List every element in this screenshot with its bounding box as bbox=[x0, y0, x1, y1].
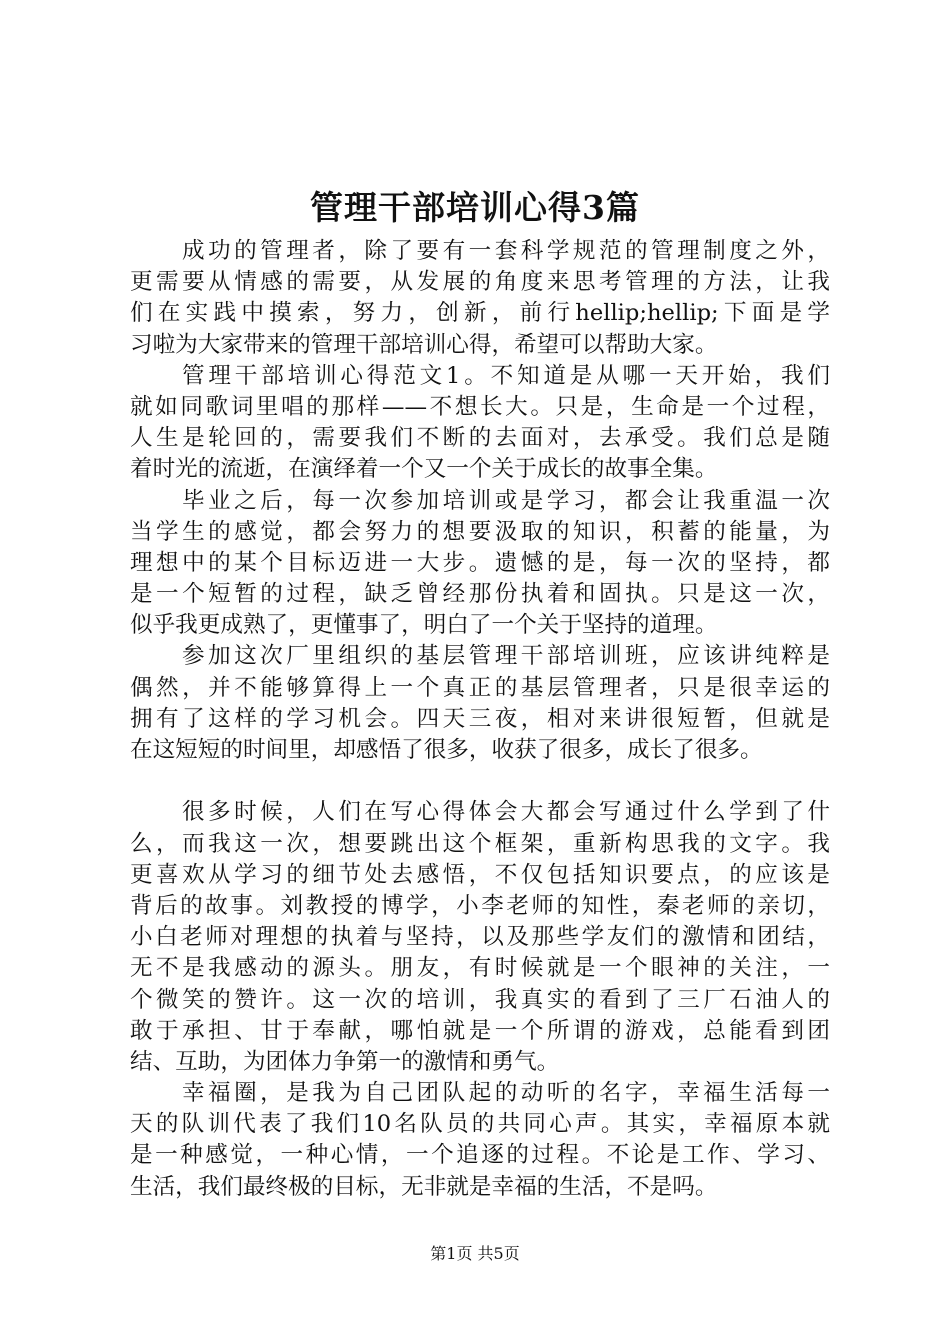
paragraph-1-line-2: 更需要从情感的需要，从发展的角度来思考管理的方法，让我 bbox=[130, 269, 830, 296]
paragraph-5-line-8: 敢于承担、甘于奉献，哪怕就是一个所谓的游戏，总能看到团 bbox=[130, 1017, 830, 1044]
paragraph-1-line-1: 成功的管理者，除了要有一套科学规范的管理制度之外， bbox=[182, 238, 830, 264]
paragraph-5-line-5: 小白老师对理想的执着与坚持，以及那些学友们的激情和团结， bbox=[130, 924, 830, 951]
paragraph-5-line-1: 很多时候，人们在写心得体会大都会写通过什么学到了什 bbox=[182, 799, 830, 826]
page-number-footer: 第1页 共5页 bbox=[430, 1244, 520, 1263]
paragraph-5-line-3: 更喜欢从学习的细节处去感悟，不仅包括知识要点，的应该是 bbox=[130, 861, 830, 888]
paragraph-4-line-3: 拥有了这样的学习机会。四天三夜，相对来讲很短暂，但就是 bbox=[130, 705, 830, 732]
paragraph-4-line-2: 偶然，并不能够算得上一个真正的基层管理者，只是很幸运的 bbox=[130, 674, 830, 701]
paragraph-2-line-3: 人生是轮回的，需要我们不断的去面对，去承受。我们总是随 bbox=[130, 425, 830, 452]
paragraph-2-line-2: 就如同歌词里唱的那样——不想长大。只是，生命是一个过程， bbox=[130, 393, 830, 420]
paragraph-2-line-1: 管理干部培训心得范文1。不知道是从哪一天开始，我们 bbox=[182, 362, 830, 389]
paragraph-6-line-4: 生活，我们最终极的目标，无非就是幸福的生活，不是吗。 bbox=[130, 1173, 718, 1200]
paragraph-3-line-4: 是一个短暂的过程，缺乏曾经那份执着和固执。只是这一次， bbox=[130, 581, 830, 608]
paragraph-2-line-4: 着时光的流逝，在演绎着一个又一个关于成长的故事全集。 bbox=[130, 456, 718, 483]
document-title: 管理干部培训心得3篇 bbox=[310, 188, 640, 227]
paragraph-6-line-1: 幸福圈，是我为自己团队起的动听的名字，幸福生活每一 bbox=[182, 1080, 830, 1107]
paragraph-3-line-1: 毕业之后，每一次参加培训或是学习，都会让我重温一次 bbox=[182, 487, 830, 514]
paragraph-4-line-4: 在这短短的时间里，却感悟了很多，收获了很多，成长了很多。 bbox=[130, 737, 763, 763]
paragraph-3-line-2: 当学生的感觉，都会努力的想要汲取的知识，积蓄的能量，为 bbox=[130, 518, 830, 545]
paragraph-6-line-2: 天的队训代表了我们10名队员的共同心声。其实，幸福原本就 bbox=[130, 1111, 830, 1138]
paragraph-1-line-3: 们在实践中摸索，努力，创新，前行hellip;hellip;下面是学 bbox=[130, 300, 830, 327]
paragraph-6-line-3: 是一种感觉，一种心情，一个追逐的过程。不论是工作、学习、 bbox=[130, 1142, 830, 1169]
document-body bbox=[130, 236, 830, 1203]
paragraph-1-line-4: 习啦为大家带来的管理干部培训心得，希望可以帮助大家。 bbox=[130, 331, 718, 358]
paragraph-5-line-2: 么，而我这一次，想要跳出这个框架，重新构思我的文字。我 bbox=[130, 830, 830, 857]
paragraph-spacer bbox=[130, 766, 830, 797]
paragraph-5-line-6: 无不是我感动的源头。朋友，有时候就是一个眼神的关注，一 bbox=[130, 955, 830, 982]
paragraph-4-line-1: 参加这次厂里组织的基层管理干部培训班，应该讲纯粹是 bbox=[182, 643, 830, 670]
paragraph-3-line-3: 理想中的某个目标迈进一大步。遗憾的是，每一次的坚持，都 bbox=[130, 549, 830, 576]
paragraph-5-line-9: 结、互助，为团体力争第一的激情和勇气。 bbox=[130, 1048, 560, 1075]
paragraph-5-line-7: 个微笑的赞许。这一次的培训，我真实的看到了三厂石油人的 bbox=[130, 986, 830, 1013]
paragraph-5-line-4: 背后的故事。刘教授的博学，小李老师的知性，秦老师的亲切， bbox=[130, 892, 830, 919]
paragraph-3-line-5: 似乎我更成熟了，更懂事了，明白了一个关于坚持的道理。 bbox=[130, 612, 718, 639]
